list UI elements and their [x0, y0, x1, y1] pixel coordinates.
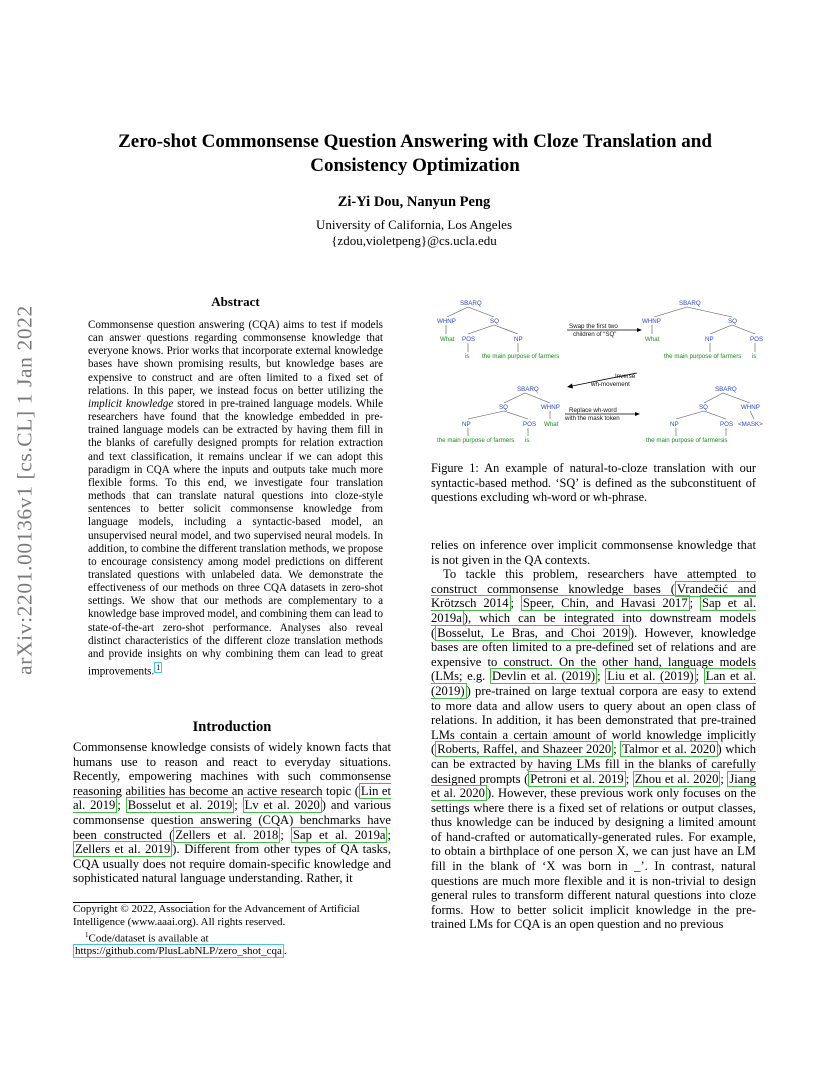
- citation-link[interactable]: Lan et al. (2019): [431, 669, 757, 698]
- citation-link[interactable]: Speer, Chin, and Havasi 2017: [522, 596, 688, 611]
- node-pos: POS: [462, 336, 476, 343]
- citation-link[interactable]: Zellers et al. 2019: [75, 842, 171, 857]
- node-np: NP: [514, 336, 523, 343]
- swap-label-1: Swap the first two: [569, 323, 618, 330]
- step-swap: [567, 323, 642, 338]
- paper-authors: Zi-Yi Dou, Nanyun Peng: [337, 194, 491, 210]
- copyright-note: Copyright © 2022, Association for the Advancement of Artificial Intelligence (www.aaai.org). All rights reserved.: [73, 903, 360, 928]
- tree-inversed: [437, 386, 560, 444]
- inverse-label-1: Inverse: [615, 373, 636, 380]
- node-pos: POS: [750, 336, 764, 343]
- node-whnp: WHNP: [541, 404, 560, 411]
- node-pos: POS: [523, 421, 537, 428]
- citation-link[interactable]: Jiang et al. 2020: [431, 771, 756, 801]
- leaf-phrase: the main purpose of farmers: [646, 437, 724, 444]
- author-emails: {zdou,violetpeng}@cs.ucla.edu: [331, 233, 497, 248]
- leaf-is: is: [752, 353, 757, 360]
- arxiv-id: arXiv:2201.00136v1 [cs.CL] 1 Jan 2022: [12, 305, 37, 675]
- citation-link[interactable]: Roberts, Raffel, and Shazeer 2020: [437, 742, 612, 757]
- step-inverse: [567, 373, 637, 389]
- leaf-what: What: [440, 336, 455, 343]
- replace-label-2: with the mask token: [565, 415, 620, 422]
- node-sbarq: SBARQ: [715, 386, 737, 393]
- abstract-text: Commonsense question answering (CQA) aims to test if models can answer questions regarding commonsense knowledge that everyone knows. Prior works that incorporate external knowledge bases have shown promising results, but knowledge bases are expensive to construct and are often limited to a fixed set of relations. In this paper, we instead focus on better utilizing the implicit knowledge stored in pre-trained language models. While researchers have found that the knowledge embedded in pre-trained language models can be extracted by having them fill in the blanks of carefully designed prompts for relation extraction and text classification, it remains unclear if we can adopt this paradigm in CQA where the inputs and outputs take much more flexible forms. To this end, we investigate four translation methods that can translate natural questions into cloze-style sentences to better solicit commonsense knowledge from language models, including a syntactic-based model, an unsupervised neural model, and two supervised neural models. In addition, to combine the different translation methods, we propose to encourage consistency among model predictions on different translated questions with unlabeled data. We demonstrate the effectiveness of our methods on three CQA datasets in zero-shot settings. We show that our methods are complementary to a knowledge base improved model, and combining them can lead to state-of-the-art zero-shot performance. Analyses also reveal distinct characteristics of the different cloze translation methods and provide insights on why combining them can lead to great improvements. $^1$: [88, 319, 383, 678]
- citation-link[interactable]: Lv et al. 2020: [244, 798, 320, 813]
- leaf-phrase: the main purpose of farmers: [482, 353, 560, 360]
- figure-1-caption: Figure 1: An example of natural-to-cloze translation with our syntactic-based method. ‘SQ’ is defined as the subconstituent of questions excluding wh-word or wh-phrase.: [431, 461, 756, 504]
- figure-1-diagram: [432, 296, 772, 446]
- footnote-ref-link[interactable]: 1: [156, 663, 161, 673]
- citation-link[interactable]: Sap et al. 2019a: [292, 827, 386, 842]
- leaf-phrase: the main purpose of farmers: [664, 353, 742, 360]
- node-np: NP: [462, 421, 471, 428]
- citation-link[interactable]: Talmor et al. 2020: [622, 742, 716, 757]
- paragraph: relies on inference over implicit commonsense knowledge that is not given in the QA contexts.: [431, 538, 756, 567]
- affiliation-block: [0, 217, 828, 249]
- citation-link[interactable]: Liu et al. (2019): [607, 669, 694, 684]
- citation-link[interactable]: Bosselut et al. 2019: [127, 798, 233, 813]
- tree-swapped: [642, 300, 763, 360]
- node-whnp: WHNP: [741, 404, 760, 411]
- affiliation: University of California, Los Angeles: [315, 217, 513, 232]
- node-sq: SQ: [490, 318, 499, 325]
- citation-link[interactable]: Sap et al. 2019a: [431, 596, 756, 625]
- replace-label-1: Replace wh-word: [569, 407, 617, 414]
- paragraph: To tackle this problem, researchers have attempted to construct commonsense knowledge bases ( Vrandečić and Krötzsch 2014 ; Speer, Chin, and Havasi 2017 ; Sap et al. 2019a ), which can be integrated into downstream models ( Bosselut, Le Bras, and Choi 2019 ). However, knowledge bases are often limited to a pre-defined set of relations and are expensive to construct. On the other hand, language models (LMs; e.g. Devlin et al. (2019) ; Liu et al. (2019) ; Lan et al. (2019) ) pre-trained on large textual corpora are easy to extend to more data and allow users to query about an open class of relations. In addition, it has been demonstrated that pre-trained LMs contain a certain amount of world knowledge implicitly ( Roberts, Raffel, and Shazeer 2020 ; Talmor et al. 2020 ) which can be extracted by having LMs fill in the blanks of carefully designed prompts ( Petroni et al. 2019 ; Zhou et al. 2020 ; Jiang et al. 2020 ). However, these previous work only focuses on the settings where there is a fixed set of relations or output classes, thus knowledge can be induced by designing a limited amount of hand-crafted or automatically-generated rules. For example, to obtain a birthplace of one person X, we can just have an LM fill in the blank of ‘X was born in _’. In contrast, natural questions are much more flexible and it is non-trivial to design general rules to transform different natural questions into cloze forms. How to better solicit implicit knowledge in the pre-trained LMs for CQA is an open question and no previous: [431, 567, 757, 932]
- leaf-is: is: [723, 437, 728, 444]
- right-column-text: [431, 538, 756, 932]
- introduction-text: Commonsense knowledge consists of widely known facts that humans use to reason and react to everyday situations. Recently, empowering machines with such commonsense reasoning abilities has become an active research topic ( Lin et al. 2019 ; Bosselut et al. 2019 ; Lv et al. 2020 ) and various commonsense question answering (CQA) benchmarks have been constructed ( Zellers et al. 2018 ; Sap et al. 2019a ; Zellers et al. 2019 ). Different from other types of QA tasks, CQA usually does not require domain-specific knowledge and sophisticated natural language understanding. Rather, it: [73, 740, 392, 886]
- citation-link[interactable]: Zhou et al. 2020: [634, 771, 719, 786]
- node-sbarq: SBARQ: [460, 300, 482, 307]
- citation-link[interactable]: Lin et al. 2019: [73, 783, 391, 813]
- citation-link[interactable]: Petroni et al. 2019: [530, 771, 624, 786]
- node-np: NP: [670, 421, 679, 428]
- node-sq: SQ: [499, 404, 508, 411]
- abstract-emphasis: implicit knowledge: [88, 397, 174, 410]
- node-sq: SQ: [728, 318, 737, 325]
- leaf-what: What: [544, 421, 559, 428]
- node-pos: POS: [720, 421, 734, 428]
- footnote-1: $^1$Code/dataset is available at https://github.com/PlusLabNLP/zero_shot_cqa .: [75, 930, 287, 958]
- node-sbarq: SBARQ: [679, 300, 701, 307]
- tree-question: [437, 300, 559, 360]
- node-sbarq: SBARQ: [517, 386, 539, 393]
- citation-link[interactable]: Devlin et al. (2019): [491, 669, 596, 684]
- swap-label-2: children of “SQ”: [573, 331, 617, 338]
- leaf-is: is: [465, 353, 470, 360]
- arxiv-watermark: [2, 300, 48, 680]
- leaf-is: is: [525, 437, 530, 444]
- inverse-label-2: wh-movement: [591, 381, 630, 388]
- citation-link[interactable]: Zellers et al. 2018: [175, 827, 279, 842]
- introduction-heading: Introduction: [192, 719, 272, 735]
- step-replace: [564, 407, 640, 422]
- node-sq: SQ: [699, 404, 708, 411]
- leaf-mask: <MASK>: [738, 421, 763, 428]
- paper-title: Zero-shot Commonsense Question Answering with Cloze Translation and Consistency Optimization: [118, 131, 712, 176]
- leaf-phrase: the main purpose of farmers: [437, 437, 515, 444]
- node-whnp: WHNP: [437, 318, 456, 325]
- citation-link[interactable]: Bosselut, Le Bras, and Choi 2019: [437, 625, 628, 640]
- code-url-link[interactable]: https://github.com/PlusLabNLP/zero_shot_cqa: [75, 945, 282, 958]
- node-whnp: WHNP: [642, 318, 661, 325]
- footnotes: [73, 903, 403, 958]
- citation-link[interactable]: Vrandečić and Krötzsch 2014: [431, 581, 756, 611]
- abstract-heading: Abstract: [211, 294, 260, 309]
- node-np: NP: [705, 336, 714, 343]
- tree-cloze: [646, 386, 763, 444]
- leaf-what: What: [645, 336, 660, 343]
